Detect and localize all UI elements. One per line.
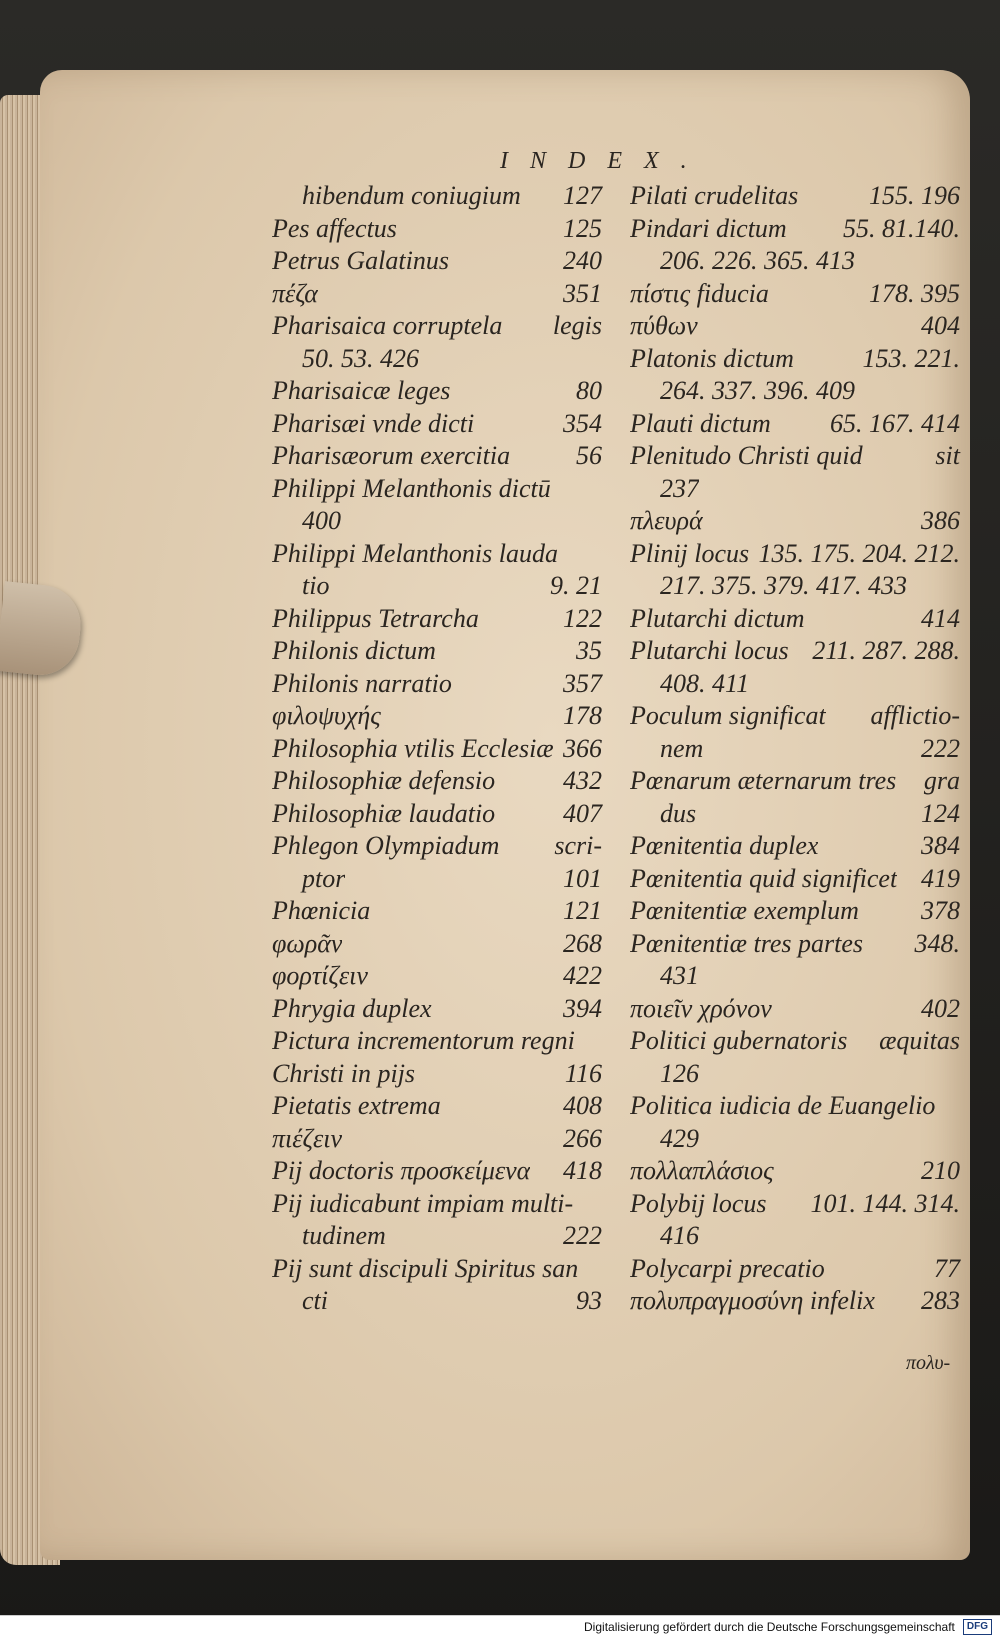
catchword: πολυ- — [906, 1352, 951, 1374]
index-entry — [630, 830, 960, 863]
index-entry — [272, 1090, 602, 1123]
index-entry — [272, 635, 602, 668]
index-page-ref: 408 — [563, 1091, 602, 1120]
index-page-ref: 222 — [563, 1221, 602, 1250]
index-entry — [272, 960, 602, 993]
index-page-ref: 404 — [921, 311, 960, 340]
index-entry — [630, 993, 960, 1026]
index-page-ref: 240 — [563, 246, 602, 275]
index-page-ref: legis — [552, 311, 602, 340]
index-term: Phlegon Olympiadum — [272, 831, 500, 860]
index-entry — [630, 1253, 960, 1286]
index-entry — [272, 700, 602, 733]
footer-text: Digitalisierung gefördert durch die Deutsche Forschungsgemeinschaft — [584, 1620, 955, 1634]
index-page-ref: 77 — [934, 1253, 960, 1283]
index-column-left — [272, 180, 602, 1318]
index-term: Philosophiæ laudatio — [272, 798, 496, 828]
index-term: Plauti dictum — [630, 408, 771, 438]
index-term: Politica iudicia de Euangelio — [630, 1091, 936, 1120]
index-term: nem — [660, 733, 704, 763]
index-entry — [630, 863, 960, 896]
index-term: φορτίζειν — [272, 961, 368, 990]
index-term: tudinem — [302, 1221, 386, 1250]
index-term: Phrygia duplex — [272, 993, 432, 1023]
index-page-ref: gra — [923, 766, 960, 795]
index-term: Pij iudicabunt impiam multi- — [272, 1188, 574, 1218]
index-entry — [630, 700, 960, 733]
index-entry — [630, 765, 960, 798]
index-term: Pharisæorum exercitia — [272, 441, 511, 470]
index-term: Pœnitentiæ exemplum — [630, 896, 859, 925]
index-term: 429 — [660, 1123, 699, 1153]
dfg-logo: DFG — [963, 1619, 992, 1635]
index-entry — [630, 213, 960, 246]
index-entry — [272, 830, 602, 863]
index-term: πίστις fiducia — [630, 278, 769, 308]
index-entry — [272, 440, 602, 473]
index-term: 237 — [660, 473, 699, 503]
index-entry — [272, 505, 602, 538]
index-page-ref: 354 — [563, 408, 602, 438]
index-term: Pictura incrementorum regni — [272, 1026, 575, 1055]
index-entry — [272, 310, 602, 343]
index-entry — [272, 1285, 602, 1318]
index-term: Philonis narratio — [272, 668, 452, 698]
index-term: 431 — [660, 961, 699, 990]
index-entry — [272, 213, 602, 246]
index-entry — [630, 538, 960, 571]
index-column-right — [630, 180, 960, 1318]
index-entry — [272, 570, 602, 603]
index-entry — [630, 895, 960, 928]
index-term: 408. 411 — [660, 668, 750, 698]
index-page-ref: 418 — [563, 1156, 602, 1185]
index-term: Platonis dictum — [630, 343, 794, 373]
index-term: 264. 337. 396. 409 — [660, 376, 855, 405]
index-term: φωρᾶν — [272, 928, 343, 958]
index-entry — [272, 993, 602, 1026]
index-entry — [630, 180, 960, 213]
index-page-ref: 386 — [921, 506, 960, 535]
index-entry — [630, 408, 960, 441]
index-entry — [272, 180, 602, 213]
index-term: Pœnarum æternarum tres — [630, 766, 897, 795]
index-term: πιέζειν — [272, 1123, 343, 1153]
index-term: 217. 375. 379. 417. 433 — [660, 571, 907, 600]
index-page-ref: 55. 81.140. — [843, 213, 960, 243]
index-page-ref: 155. 196 — [869, 181, 960, 210]
index-page-ref: 266 — [563, 1123, 602, 1153]
index-entry — [630, 1220, 960, 1253]
index-page-ref: 122 — [563, 603, 602, 633]
index-term: Christi in pijs — [272, 1058, 416, 1088]
index-term: 126 — [660, 1058, 699, 1088]
footer-bar — [0, 1615, 1000, 1638]
index-term: Pharisæi vnde dicti — [272, 408, 475, 438]
index-page-ref: 419 — [921, 863, 960, 893]
index-term: πλευρά — [630, 506, 703, 535]
index-page-ref: 414 — [921, 603, 960, 633]
index-term: Philosophiæ defensio — [272, 766, 496, 795]
index-entry — [272, 1188, 602, 1221]
index-entry — [272, 863, 602, 896]
index-entry — [630, 1090, 960, 1123]
index-page-ref: 101 — [563, 863, 602, 893]
index-page-ref: 348. — [914, 928, 960, 958]
index-term: Pharisaicæ leges — [272, 376, 451, 405]
index-entry — [630, 473, 960, 506]
index-page-ref: 101. 144. 314. — [810, 1188, 960, 1218]
index-page-ref: 211. 287. 288. — [812, 636, 960, 665]
index-entry — [272, 928, 602, 961]
index-page-ref: 135. 175. 204. 212. — [758, 538, 960, 568]
index-page-ref: 402 — [921, 993, 960, 1023]
index-term: Pij sunt discipuli Spiritus san — [272, 1253, 579, 1283]
index-entry — [630, 603, 960, 636]
index-term: Plutarchi locus — [630, 636, 789, 665]
index-page-ref: 178. 395 — [869, 278, 960, 308]
index-term: Pœnitentia quid significet — [630, 863, 898, 893]
index-page-ref: 366 — [563, 733, 602, 763]
index-page-ref: 178 — [563, 701, 602, 730]
index-page-ref: 432 — [563, 766, 602, 795]
index-page-ref: 357 — [563, 668, 602, 698]
index-entry — [630, 798, 960, 831]
index-term: Pharisaica corruptela — [272, 311, 503, 340]
index-page-ref: 384 — [921, 831, 960, 860]
index-term: hibendum coniugium — [302, 181, 521, 210]
index-entry — [630, 278, 960, 311]
index-entry — [630, 505, 960, 538]
index-entry — [272, 1123, 602, 1156]
index-entry — [272, 278, 602, 311]
index-page-ref: 127 — [563, 181, 602, 210]
index-entry — [630, 570, 960, 603]
index-entry — [630, 1058, 960, 1091]
index-term: Politici gubernatoris — [630, 1026, 848, 1055]
index-term: dus — [660, 798, 697, 828]
index-entry — [630, 1285, 960, 1318]
index-term: Plinij locus — [630, 538, 750, 568]
index-term: πολλαπλάσιος — [630, 1156, 774, 1185]
index-page-ref: 394 — [563, 993, 602, 1023]
index-page-ref: 35 — [576, 636, 602, 665]
index-page-ref: 210 — [921, 1156, 960, 1185]
index-page-ref: 93 — [576, 1286, 602, 1315]
index-page-ref: 153. 221. — [862, 343, 960, 373]
index-entry — [272, 668, 602, 701]
index-entry — [272, 245, 602, 278]
index-page-ref: 124 — [921, 798, 960, 828]
index-entry — [272, 538, 602, 571]
index-entry — [630, 245, 960, 278]
index-entry — [272, 895, 602, 928]
index-page-ref: sit — [935, 441, 960, 470]
index-entry — [272, 408, 602, 441]
index-term: Pœnitentiæ tres partes — [630, 928, 864, 958]
index-term: Philippus Tetrarcha — [272, 603, 479, 633]
index-entry — [630, 1188, 960, 1221]
index-entry — [272, 798, 602, 831]
index-term: ptor — [302, 863, 346, 893]
index-entry — [630, 343, 960, 376]
index-page-ref: 125 — [563, 213, 602, 243]
index-entry — [630, 960, 960, 993]
index-entry — [272, 375, 602, 408]
index-term: Plenitudo Christi quid — [630, 441, 863, 470]
index-entry — [272, 473, 602, 506]
index-page-ref: 422 — [563, 961, 602, 990]
index-page-ref: 283 — [921, 1286, 960, 1315]
index-page-ref: 268 — [563, 928, 602, 958]
index-term: 416 — [660, 1221, 699, 1250]
index-entry — [630, 668, 960, 701]
index-term: 206. 226. 365. 413 — [660, 246, 855, 275]
index-term: ποιεῖν χρόνον — [630, 993, 772, 1023]
index-term: Phœnicia — [272, 896, 371, 925]
index-term: Pindari dictum — [630, 213, 787, 243]
index-term: tio — [302, 571, 330, 600]
index-page-ref: afflictio- — [870, 701, 960, 730]
index-term: Philosophia vtilis Ecclesiæ — [272, 733, 554, 763]
index-entry — [272, 1058, 602, 1091]
index-page-ref: 9. 21 — [550, 571, 602, 600]
index-page-ref: 121 — [563, 896, 602, 925]
index-entry — [272, 343, 602, 376]
index-page-ref: 116 — [564, 1058, 602, 1088]
index-page-ref: 222 — [921, 733, 960, 763]
index-term: φιλοψυχής — [272, 701, 381, 730]
index-entry — [630, 1025, 960, 1058]
index-entry — [630, 1155, 960, 1188]
index-entry — [272, 1155, 602, 1188]
index-entry — [630, 1123, 960, 1156]
index-term: Pietatis extrema — [272, 1091, 441, 1120]
index-term: Philippi Melanthonis lauda — [272, 538, 558, 568]
index-entry — [272, 1025, 602, 1058]
index-term: Pes affectus — [272, 213, 397, 243]
index-page-ref: 80 — [576, 376, 602, 405]
index-entry — [630, 440, 960, 473]
index-entry — [272, 1253, 602, 1286]
index-term: Pilati crudelitas — [630, 181, 799, 210]
index-term: Pij doctoris προσκείμενα — [272, 1156, 531, 1185]
index-term: 50. 53. 426 — [302, 343, 419, 373]
index-term: Pœnitentia duplex — [630, 831, 819, 860]
index-term: Petrus Galatinus — [272, 246, 449, 275]
index-entry — [630, 375, 960, 408]
index-entry — [272, 765, 602, 798]
index-term: πέζα — [272, 278, 318, 308]
index-entry — [272, 733, 602, 766]
index-term: cti — [302, 1286, 328, 1315]
index-term: πολυπραγμοσύνη infelix — [630, 1286, 875, 1315]
index-term: Poculum significat — [630, 701, 826, 730]
index-term: Philonis dictum — [272, 636, 436, 665]
index-entry — [272, 603, 602, 636]
index-page-ref: 378 — [921, 896, 960, 925]
index-entry — [272, 1220, 602, 1253]
index-entry — [630, 635, 960, 668]
index-term: Polybij locus — [630, 1188, 767, 1218]
index-term: Plutarchi dictum — [630, 603, 805, 633]
index-term: 400 — [302, 506, 341, 535]
index-page-ref: scri- — [554, 831, 602, 860]
index-entry — [630, 733, 960, 766]
index-page-ref: 65. 167. 414 — [830, 408, 960, 438]
index-page-ref: 351 — [563, 278, 602, 308]
index-entry — [630, 928, 960, 961]
index-term: πύθων — [630, 311, 698, 340]
running-head: INDEX. — [500, 148, 709, 174]
index-page-ref: 56 — [576, 441, 602, 470]
index-term: Philippi Melanthonis dictū — [272, 473, 551, 503]
index-entry — [630, 310, 960, 343]
index-page-ref: æquitas — [879, 1026, 960, 1055]
index-page-ref: 407 — [563, 798, 602, 828]
index-term: Polycarpi precatio — [630, 1253, 825, 1283]
